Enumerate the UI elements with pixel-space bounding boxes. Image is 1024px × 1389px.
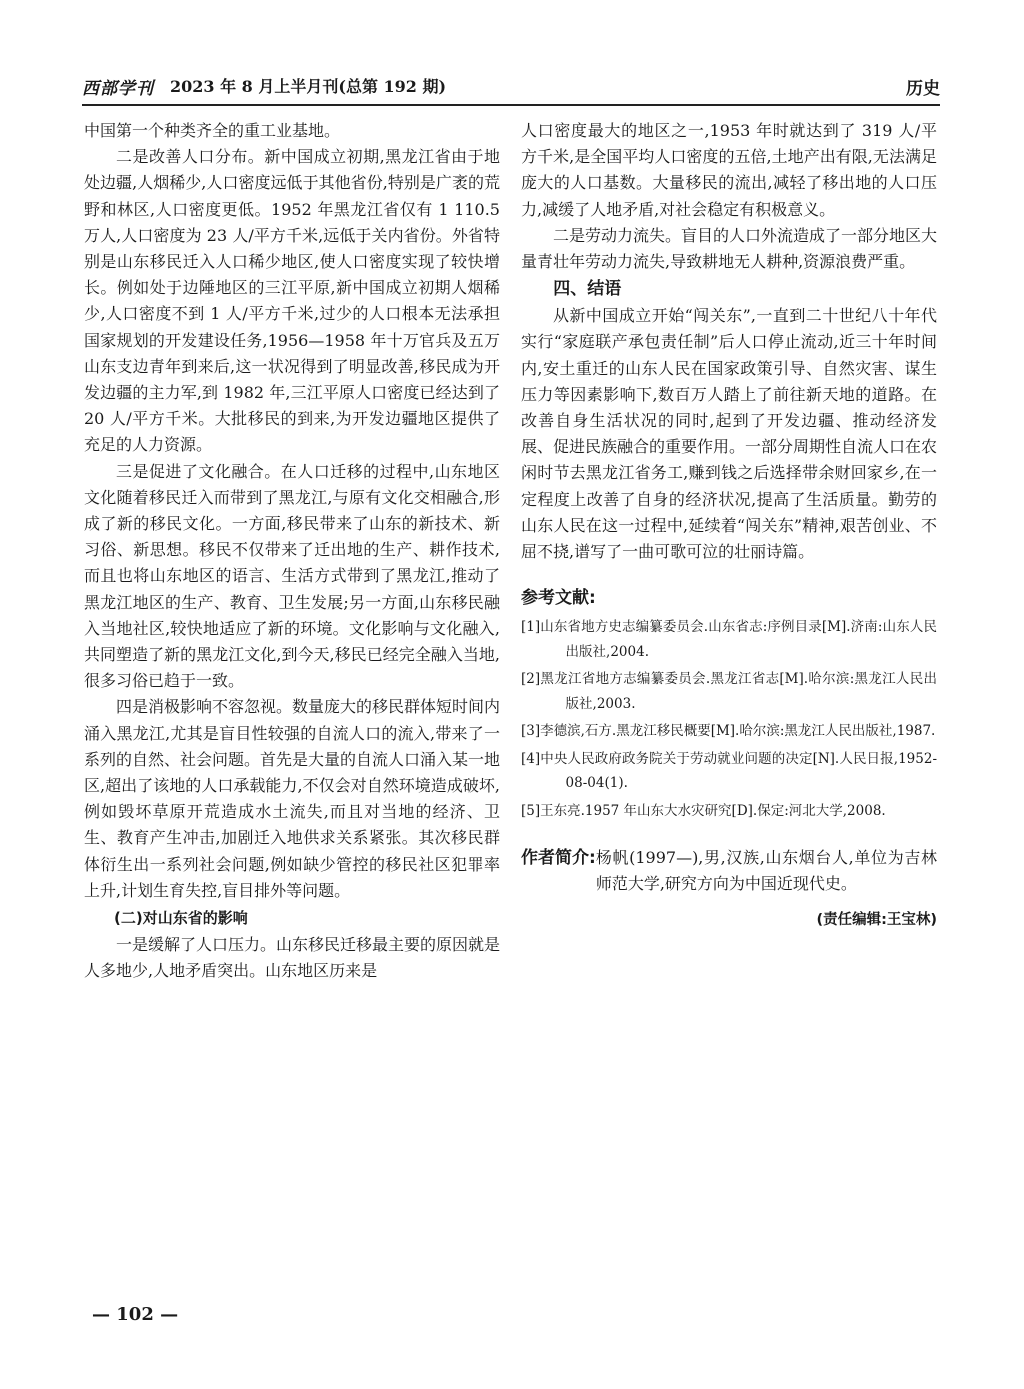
paragraph: 中国第一个种类齐全的重工业基地。 bbox=[84, 121, 341, 140]
paragraph: 二是改善人口分布。新中国成立初期,黑龙江省由于地处边疆,人烟稀少,人口密度远低于其他省份,特别是广袤的荒野和林区,人口密度更低。1952 年黑龙江省仅有 1 110.5 万人,人口密度为 23 人/平方千米,远低于关内省份。外省特别是山东移民迁入人口稀少地区,使人口密度实现了较快增长。例如处于边陲地区的三江平原,新中国成立初期人烟稀少,人口密度不到 1 人/平方千米,过少的人口根本无法承担国家规划的开发建设任务,1956—1958 年十万官兵及五万山东支边青年到来后,这一状况得到了明显改善,移民成为开发边疆的主力军,到 1982 年,三江平原人口密度已经达到了 20 人/平方千米。大批移民的到来,为开发边疆地区提供了充足的人力资源。 bbox=[84, 147, 500, 455]
section-label: 历史 bbox=[906, 79, 940, 99]
journal-logo: 西部学刊 bbox=[82, 79, 154, 99]
reference-item: [4]中央人民政府政务院关于劳动就业问题的决定[N].人民日报,1952-08-04(1). bbox=[521, 750, 937, 792]
subheading: (二)对山东省的影响 bbox=[114, 909, 248, 928]
section-heading: 四、结语 bbox=[553, 279, 622, 300]
page-header bbox=[82, 68, 940, 106]
author-bio bbox=[521, 845, 937, 897]
reference-item: [2]黑龙江省地方志编纂委员会.黑龙江省志[M].哈尔滨:黑龙江人民出版社,2003. bbox=[521, 671, 937, 712]
reference-item: [5]王东亮.1957 年山东大水灾研究[D].保定:河北大学,2008. bbox=[521, 802, 886, 819]
page-number: — 102 — bbox=[92, 1304, 179, 1325]
author-label: 作者简介: bbox=[521, 848, 596, 869]
paragraph: 三是促进了文化融合。在人口迁移的过程中,山东地区文化随着移民迁入而带到了黑龙江,与原有文化交相融合,形成了新的移民文化。一方面,移民带来了山东的新技术、新习俗、新思想。移民不仅带来了迁出地的生产、耕作技术,而且也将山东地区的语言、生活方式带到了黑龙江,推动了黑龙江地区的生产、教育、卫生发展;另一方面,山东移民融入当地社区,较快地适应了新的环境。文化影响与文化融入,共同塑造了新的黑龙江文化,到今天,移民已经完全融入当地,很多习俗已趋于一致。 bbox=[84, 461, 500, 691]
reference-item: [1]山东省地方史志编纂委员会.山东省志:序例目录[M].济南:山东人民出版社,2004. bbox=[521, 619, 937, 660]
paragraph: 人口密度最大的地区之一,1953 年时就达到了 319 人/平方千米,是全国平均人口密度的五倍,土地产出有限,无法满足庞大的人口基数。大量移民的流出,减轻了移出地的人口压力,减缓了人地矛盾,对社会稳定有积极意义。 bbox=[521, 121, 937, 219]
author-text: 杨帆(1997—),男,汉族,山东烟台人,单位为吉林师范大学,研究方向为中国近现代史。 bbox=[595, 848, 937, 894]
right-column bbox=[521, 118, 937, 933]
references-title: 参考文献: bbox=[521, 588, 596, 609]
paragraph: 四是消极影响不容忽视。数量庞大的移民群体短时间内涌入黑龙江,尤其是盲目性较强的自流人口的流入,带来了一系列的自然、社会问题。首先是大量的自流人口涌入某一地区,超出了该地的人口承载能力,不仅会对自然环境造成破坏,例如毁坏草原开荒造成水土流失,而且对当地的经济、卫生、教育产生冲击,加剧迁入地供求关系紧张。其次移民群体衍生出一系列社会问题,例如缺少管控的移民社区犯罪率上升,计划生育失控,盲目排外等问题。 bbox=[84, 697, 501, 900]
paragraph: 一是缓解了人口压力。山东移民迁移最主要的原因就是人多地少,人地矛盾突出。山东地区历来是 bbox=[84, 935, 501, 981]
reference-item: [3]李德滨,石方.黑龙江移民概要[M].哈尔滨:黑龙江人民出版社,1987. bbox=[521, 723, 936, 740]
paragraph: 二是劳动力流失。盲目的人口外流造成了一部分地区大量青壮年劳动力流失,导致耕地无人耕种,资源浪费严重。 bbox=[521, 225, 938, 272]
references-list bbox=[521, 615, 937, 823]
editor-credit: (责任编辑:王宝林) bbox=[816, 912, 937, 929]
paragraph: 从新中国成立开始“闯关东”,一直到二十世纪八十年代实行“家庭联产承包责任制”后人口停止流动,近三十年时间内,安土重迁的山东人民在国家政策引导、自然灾害、谋生压力等因素影响下,数百万人踏上了前往新天地的道路。在改善自身生活状况的同时,起到了开发边疆、推动经济发展、促进民族融合的重要作用。一部分周期性自流人口在农闲时节去黑龙江省务工,赚到钱之后选择带余财回家乡,在一定程度上改善了自身的经济状况,提高了生活质量。勤劳的山东人民在这一过程中,延续着“闯关东”精神,艰苦创业、不屈不挠,谱写了一曲可歌可泣的壮丽诗篇。 bbox=[521, 306, 938, 562]
left-column bbox=[84, 118, 500, 985]
issue-info: 2023 年 8 月上半月刊(总第 192 期) bbox=[170, 77, 447, 96]
